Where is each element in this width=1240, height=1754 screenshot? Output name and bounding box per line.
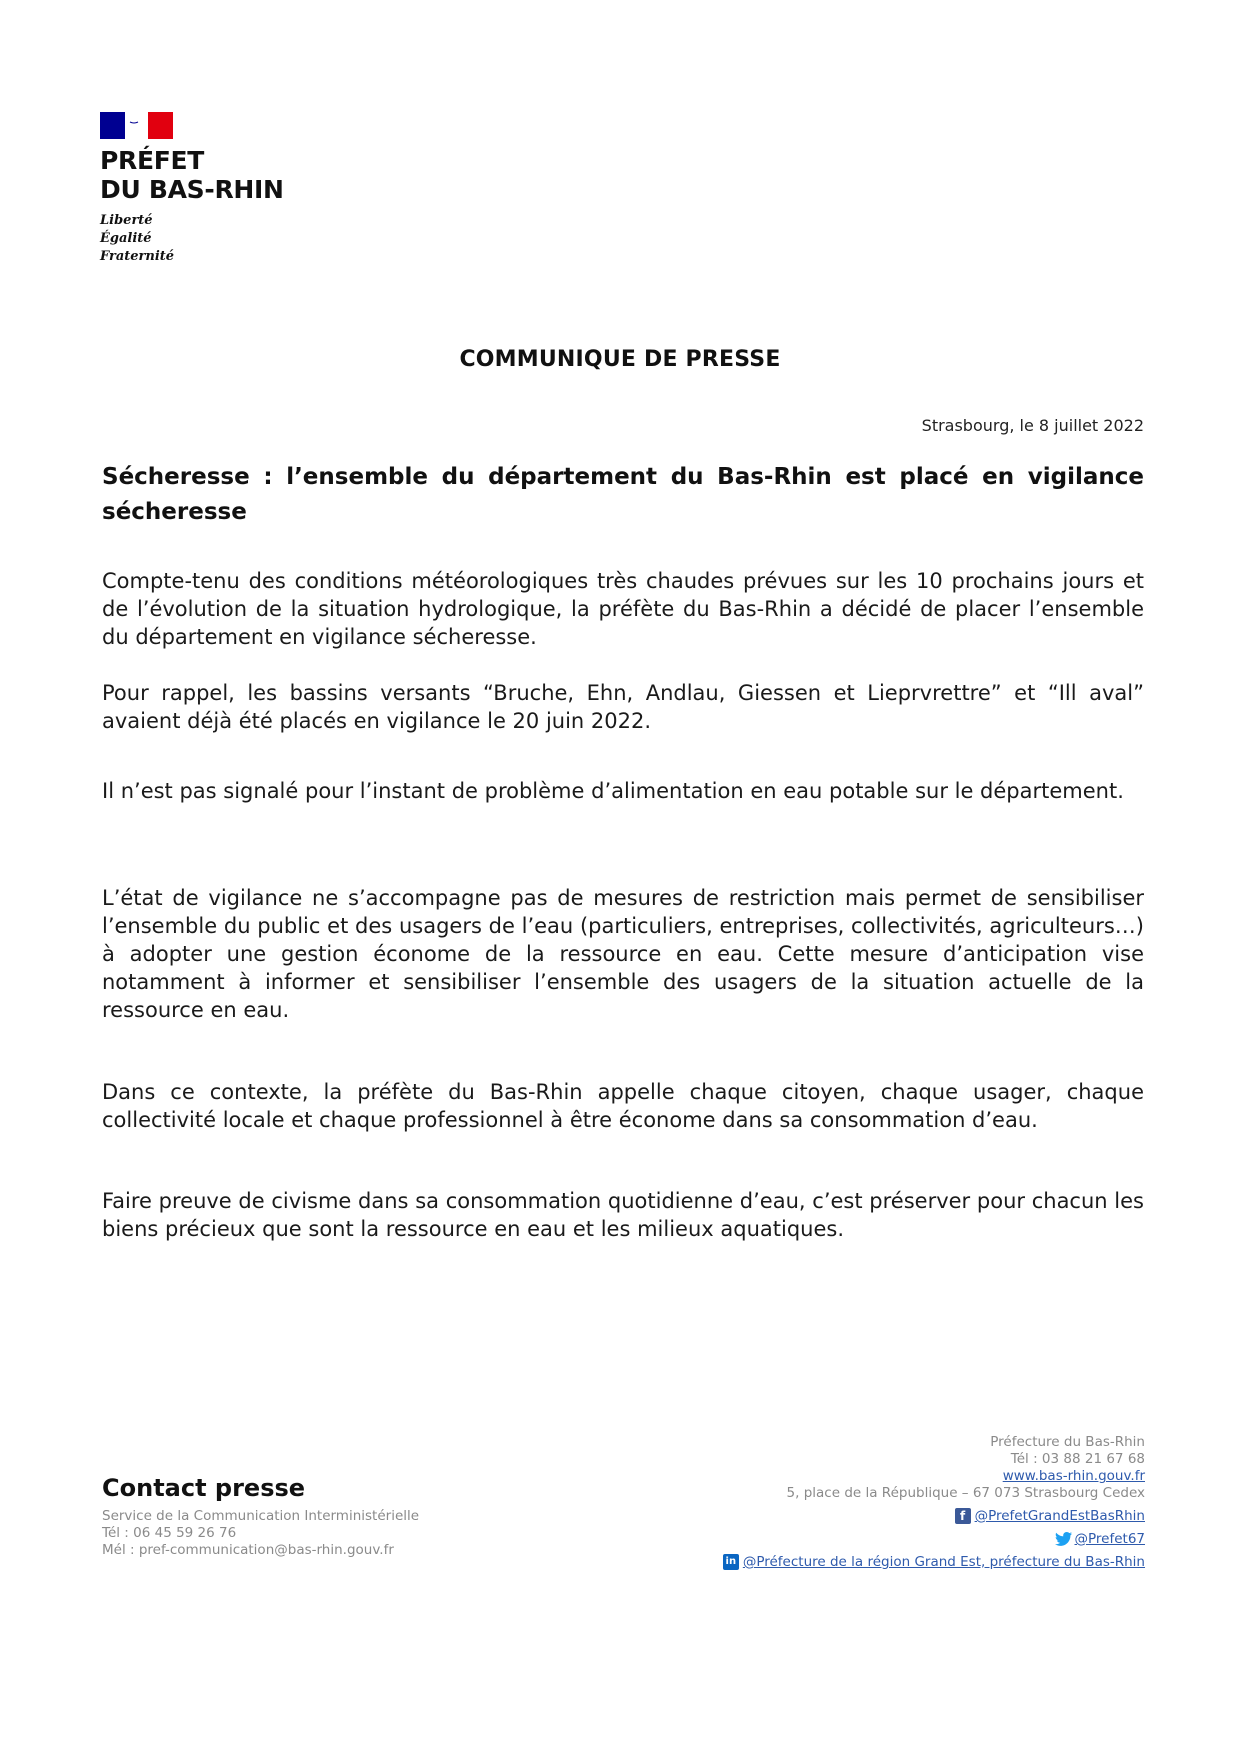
- prefet-logo: [100, 112, 300, 272]
- prefet-name: [100, 146, 284, 204]
- paragraph-4: L’état de vigilance ne s’accompagne pas de mesures de restriction mais permet de sensibiliser l’ensemble du public et des usagers de l’eau (particuliers, entreprises, collectivités, agriculteurs…) à adopter une gestion économe de la ressource en eau. Cette mesure d’anticipation vise notamment à informer et sensibiliser l’ensemble des usagers de la situation actuelle de la ressource en eau.: [102, 886, 1144, 1022]
- paragraph-2: Pour rappel, les bassins versants “Bruche, Ehn, Andlau, Giessen et Lieprvrettre” et “Ill aval” avaient déjà été placés en vigilance le 20 juin 2022.: [102, 681, 1144, 733]
- facebook-link[interactable]: @PrefetGrandEstBasRhin: [974, 1508, 1145, 1524]
- linkedin-icon: in: [723, 1554, 739, 1570]
- twitter-icon: [1055, 1531, 1071, 1547]
- twitter-link-row[interactable]: [1055, 1530, 1146, 1548]
- facebook-icon: f: [955, 1508, 971, 1524]
- contact-email: Mél : pref-communication@bas-rhin.gouv.fr: [102, 1542, 394, 1558]
- linkedin-link[interactable]: @Préfecture de la région Grand Est, préfecture du Bas-Rhin: [742, 1554, 1145, 1570]
- release-date: Strasbourg, le 8 juillet 2022: [921, 416, 1144, 435]
- paragraph-5: Dans ce contexte, la préfète du Bas-Rhin appelle chaque citoyen, chaque usager, chaque collectivité locale et chaque professionnel à être économe dans sa consommation d’eau.: [102, 1080, 1144, 1132]
- paragraph-3: Il n’est pas signalé pour l’instant de problème d’alimentation en eau potable sur le département.: [102, 779, 1124, 803]
- paragraph-1: Compte-tenu des conditions météorologiques très chaudes prévues sur les 10 prochains jours et de l’évolution de la situation hydrologique, la préfète du Bas-Rhin a décidé de placer l’ensemble du département en vigilance sécheresse.: [102, 569, 1144, 649]
- contact-phone: Tél : 06 45 59 26 76: [102, 1525, 237, 1541]
- footer-website-link[interactable]: www.bas-rhin.gouv.fr: [1002, 1468, 1145, 1484]
- prefet-name-line1: PRÉFET: [100, 146, 205, 175]
- footer-address: 5, place de la République – 67 073 Strasbourg Cedex: [786, 1485, 1145, 1501]
- linkedin-link-row[interactable]: [723, 1553, 1145, 1571]
- facebook-link-row[interactable]: [955, 1507, 1145, 1525]
- footer-phone: Tél : 03 88 21 67 68: [1010, 1451, 1145, 1467]
- motto-egalite: Égalité: [100, 231, 152, 246]
- republic-motto: [100, 212, 174, 266]
- motto-fraternite: Fraternité: [100, 249, 175, 264]
- motto-liberte: Liberté: [100, 213, 153, 228]
- paragraph-6: Faire preuve de civisme dans sa consommation quotidienne d’eau, c’est préserver pour chacun les biens précieux que sont la ressource en eau et les milieux aquatiques.: [102, 1189, 1144, 1241]
- contact-heading: Contact presse: [102, 1474, 306, 1502]
- contact-service: Service de la Communication Interministérielle: [102, 1508, 420, 1524]
- footer-org: Préfecture du Bas-Rhin: [990, 1434, 1145, 1450]
- marianne-flag-icon: [100, 112, 173, 139]
- prefet-name-line2: DU BAS-RHIN: [100, 175, 284, 204]
- headline: Sécheresse : l’ensemble du département du Bas-Rhin est placé en vigilance sécheresse: [102, 464, 1144, 525]
- twitter-link[interactable]: @Prefet67: [1074, 1531, 1145, 1547]
- page-title: COMMUNIQUE DE PRESSE: [459, 347, 781, 372]
